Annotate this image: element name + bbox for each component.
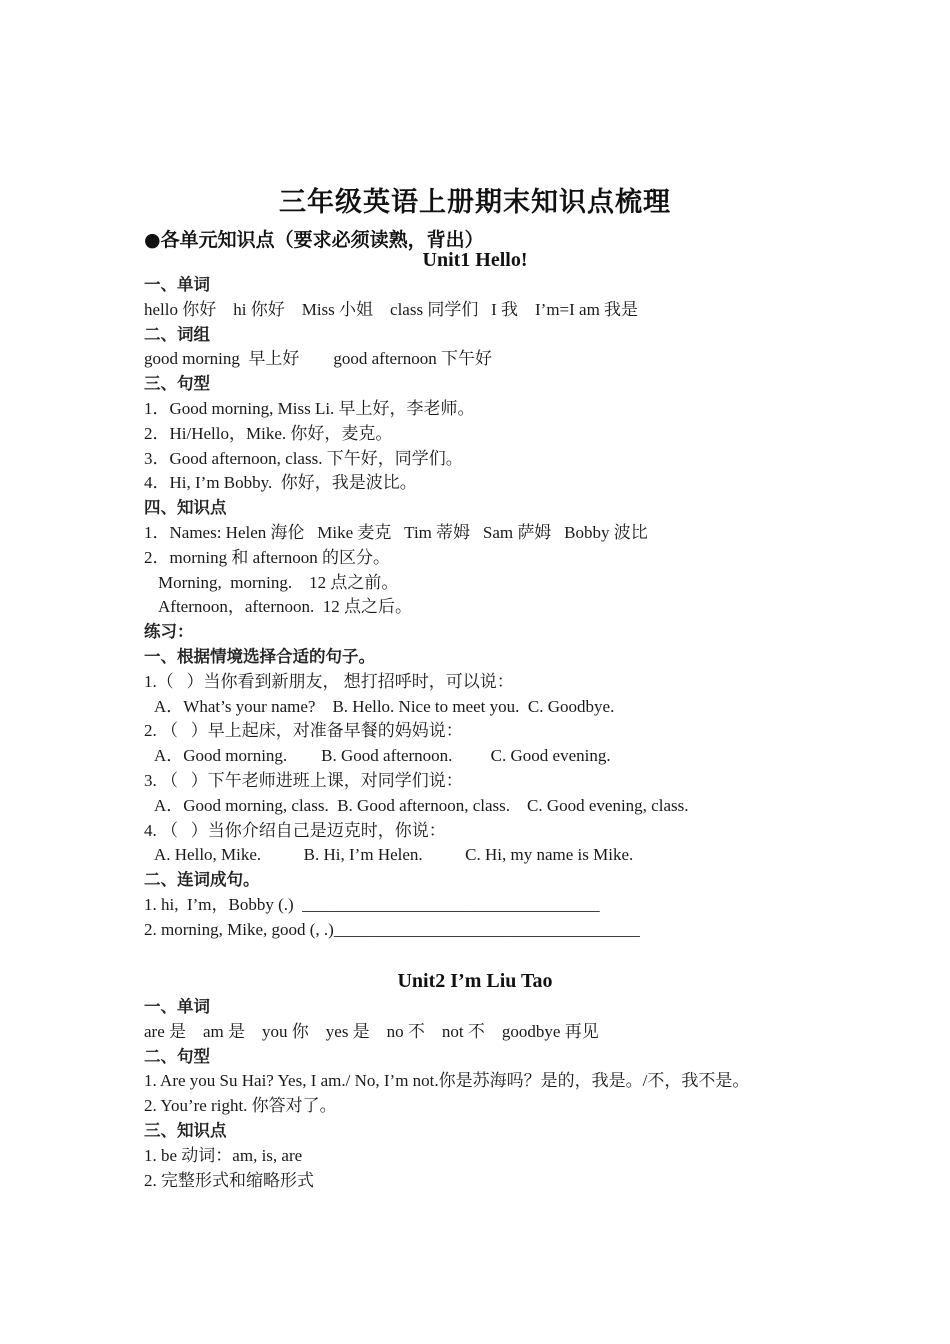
unit2-knowledge-point: 2. 完整形式和缩略形式 [144,1170,314,1190]
exercise-options: A．Good morning. B. Good afternoon. C. Good evening. [154,746,611,766]
practice-heading: 练习： [144,622,194,642]
exercise-options: A．Good morning, class. B. Good afternoon, class. C. Good evening, class. [154,795,689,815]
unit1-sentence: 3．Good afternoon, class. 下午好，同学们。 [144,448,463,468]
unit1-phrases-heading: 二、词组 [144,324,210,344]
unit1-sentence: 2．Hi/Hello，Mike. 你好，麦克。 [144,423,393,443]
exercise-options: A．What’s your name? B. Hello. Nice to meet you. C. Goodbye. [154,696,615,716]
exercise-question: 4. （ ）当你介绍自己是迈克时，你说： [144,820,446,840]
exercise2-heading: 二、连词成句。 [144,870,260,890]
unit1-section [144,273,804,943]
unit1-words: hello 你好 hi 你好 Miss 小姐 class 同学们 I 我 I’m=I am 我是 [144,299,639,319]
unit1-phrases: good morning 早上好 good afternoon 下午好 [144,349,492,369]
unit1-title: Unit1 Hello! [422,249,528,271]
exercise-question: 3. （ ）下午老师进班上课，对同学们说： [144,770,463,790]
unit2-title: Unit2 I’m Liu Tao [397,970,553,992]
unit2-words-heading: 一、单词 [144,997,210,1016]
exercise-options: A. Hello, Mike. B. Hi, I’m Helen. C. Hi, my name is Mike. [154,845,634,865]
unit2-words: are 是 am 是 you 你 yes 是 no 不 not 不 goodbye 再见 [144,1021,599,1041]
unit1-words-heading: 一、单词 [144,275,210,294]
unit1-knowledge-heading: 四、知识点 [144,498,227,518]
unit1-sentences-heading: 三、句型 [144,374,210,394]
unit1-knowledge-point: Afternoon，afternoon. 12 点之后。 [158,597,413,617]
exercise1-heading: 一、根据情境选择合适的句子。 [144,646,375,666]
unit1-knowledge-point: 1．Names: Helen 海伦 Mike 麦克 Tim 蒂姆 Sam 萨姆 Bobby 波比 [144,522,648,542]
exercise-question: 1.（ ）当你看到新朋友， 想打招呼时，可以说： [144,671,514,691]
document-title: 三年级英语上册期末知识点梳理 [279,187,671,218]
document-subtitle: ●各单元知识点（要求必须读熟，背出） [144,229,484,251]
exercise-question: 2. （ ）早上起床，对准备早餐的妈妈说： [144,721,463,741]
unit1-sentence: 1．Good morning, Miss Li. 早上好，李老师。 [144,398,475,418]
unit2-knowledge-point: 1. be 动词：am, is, are [144,1145,303,1165]
unit2-sentence: 2. You’re right. 你答对了。 [144,1096,337,1116]
unit1-sentence: 4．Hi, I’m Bobby. 你好，我是波比。 [144,473,417,493]
unit2-section [144,995,804,1193]
sentence-building-item: 2. morning, Mike, good (, .)____________________________________ [144,919,640,939]
unit2-knowledge-heading: 三、知识点 [144,1120,227,1140]
unit2-sentence: 1. Are you Su Hai? Yes, I am./ No, I’m not.你是苏海吗？是的，我是。/不，我不是。 [144,1071,750,1091]
unit2-sentences-heading: 二、句型 [144,1046,210,1066]
sentence-building-item: 1. hi, I’m，Bobby (.) ___________________________________ [144,894,600,914]
unit1-knowledge-point: 2．morning 和 afternoon 的区分。 [144,547,390,567]
unit1-knowledge-point: Morning, morning. 12 点之前。 [158,572,399,592]
